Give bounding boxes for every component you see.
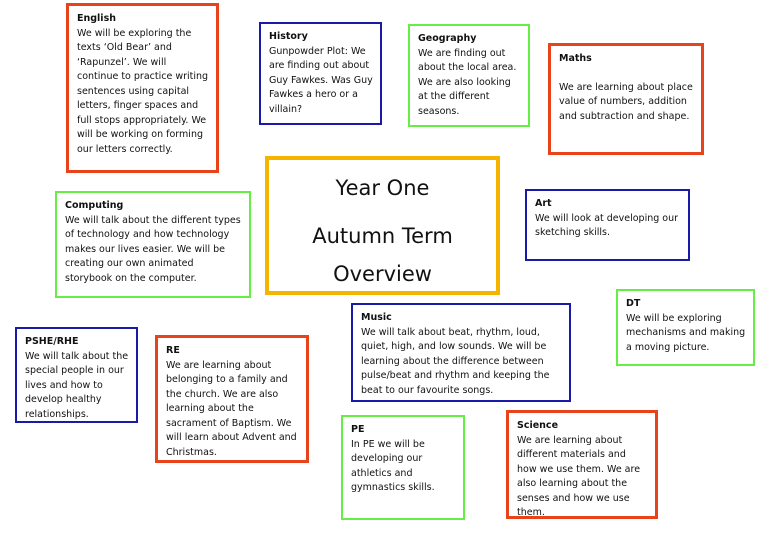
subject-description: We are finding out about the local area. We are also looking at the different seasons. [418,47,517,117]
title-box [265,156,500,295]
subject-description: We will talk about beat, rhythm, loud, quiet, high, and low sounds. We will be learning about the difference between pulse/beat and rhythm and keeping the beat to our favourite songs. [361,326,550,396]
subject-title: DT [626,298,641,309]
subject-title: Maths [559,53,592,64]
title-line-term: Autumn Term [312,224,453,248]
subject-box-pshe [15,327,138,423]
subject-description: We are learning about belonging to a family and the church. We are also learning about the sacrament of Baptism. We will learn about Advent and Christmas. [166,359,297,458]
subject-box-computing [55,191,251,298]
subject-box-maths [548,43,704,155]
subject-box-english [66,3,219,173]
subject-title: English [77,13,116,24]
subject-box-art [525,189,690,261]
subject-title: Art [535,198,552,209]
subject-title: PE [351,424,365,435]
subject-description: In PE we will be developing our athletics and gymnastics skills. [351,438,435,493]
subject-box-dt [616,289,755,366]
subject-box-science [506,410,658,519]
subject-box-re [155,335,309,463]
subject-description: Gunpowder Plot: We are finding out about Guy Fawkes. Was Guy Fawkes a hero or a villain? [269,45,373,115]
subject-description: We will be exploring mechanisms and making a moving picture. [626,312,746,353]
subject-title: Geography [418,33,477,44]
subject-box-pe [341,415,465,520]
subject-box-music [351,303,571,402]
subject-title: PSHE/RHE [25,336,79,347]
subject-box-geography [408,24,530,127]
subject-title: Music [361,312,392,323]
subject-box-history [259,22,382,125]
subject-title: History [269,31,308,42]
subject-description: We will be exploring the texts ‘Old Bear’ and ‘Rapunzel’. We will continue to practice writing sentences using capital letters, finger spaces and full stops appropriately. We will be working on forming our letters correctly. [77,27,209,155]
subject-description: We will talk about the special people in our lives and how to develop healthy relationships. [25,350,129,420]
title-line-year: Year One [335,176,430,200]
subject-title: Computing [65,200,124,211]
title-line-overview: Overview [333,262,432,286]
subject-description: We will talk about the different types of technology and how technology makes our lives easier. We will be creating our own animated storybook on the computer. [65,214,241,284]
subject-title: RE [166,345,180,356]
subject-description: We are learning about place value of numbers, addition and subtraction and shape. [559,81,693,122]
subject-description: We are learning about different materials and how we use them. We are also learning about the senses and how we use them. [517,434,641,518]
subject-description: We will look at developing our sketching skills. [535,212,679,238]
subject-title: Science [517,420,559,431]
